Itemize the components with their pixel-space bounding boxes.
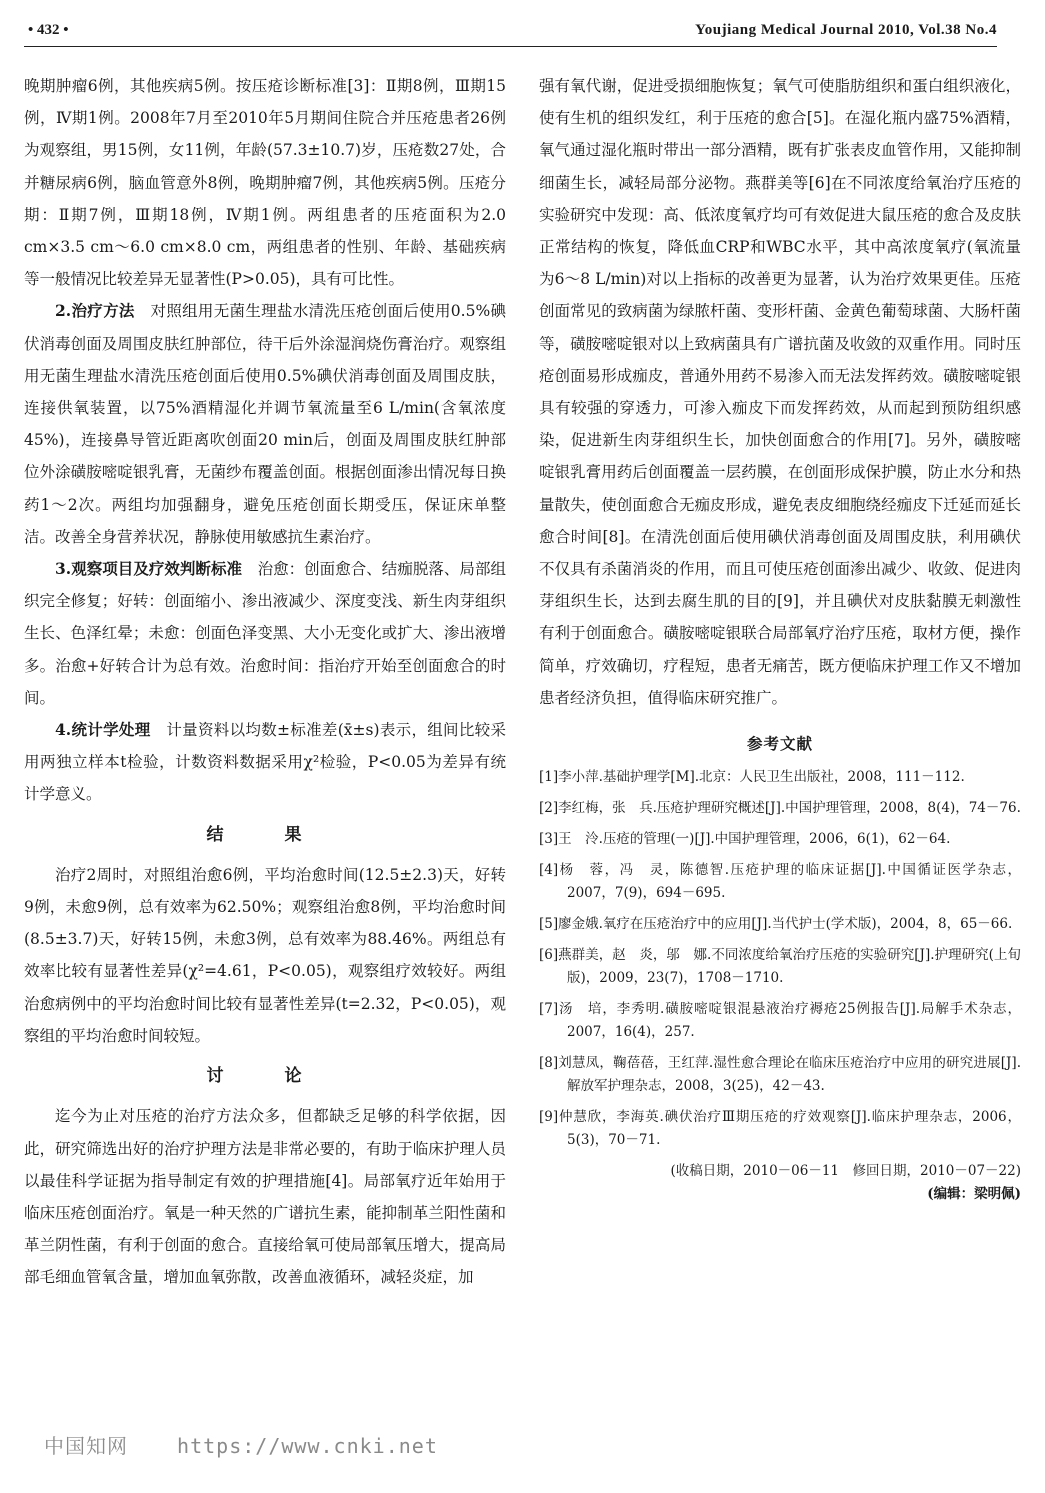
reference-item: [9]仲慧欣，李海英.碘伏治疗Ⅲ期压疮的疗效观察[J].临床护理杂志，2006，5(3)，70－71. — [539, 1109, 1021, 1149]
reference-item: [5]廖金娥.氧疗在压疮治疗中的应用[J].当代护士(学术版)，2004，8，65－66. — [539, 916, 1013, 933]
section-heading-results: 结 果 — [206, 824, 324, 845]
reference-item: [2]李红梅，张 兵.压疮护理研究概述[J].中国护理管理，2008，8(4)，74－76. — [539, 800, 1021, 817]
subheading: 4.统计学处理 — [55, 720, 151, 740]
site-name: 中国知网 — [44, 1434, 128, 1458]
subheading: 3.观察项目及疗效判断标准 — [55, 559, 243, 579]
reference-item: [3]王 泠.压疮的管理(一)[J].中国护理管理，2006，6(1)，62－64. — [539, 831, 951, 848]
site-url: https://www.cnki.net — [177, 1434, 438, 1458]
reference-item: [7]汤 培，李秀明.磺胺嘧啶银混悬液治疗褥疮25例报告[J].局解手术杂志，2007，16(4)，257. — [539, 1001, 1021, 1041]
editor-credit: (编辑：梁明佩) — [927, 1186, 1021, 1203]
right-column — [539, 70, 1021, 1206]
header-rule — [24, 46, 997, 47]
paragraph: 治疗2周时，对照组治愈6例，平均治愈时间(12.5±2.3)天，好转9例，未愈9例，总有效率为62.50%；观察组治愈8例，平均治愈时间(8.5±3.7)天，好转15例，未愈3例，总有效率为88.46%。两组总有效率比较有显著性差异(χ²=4.61，P<0.05)，观察组疗效较好。两组治愈病例中的平均治愈时间比较有显著性差异(t=2.32，P<0.05)，观察组的平均治愈时间较短。 — [24, 865, 506, 1045]
paragraph-text: 对照组用无菌生理盐水清洗压疮创面后使用0.5%碘伏消毒创面及周围皮肤红肿部位，待干后外涂湿润烧伤膏治疗。观察组用无菌生理盐水清洗压疮创面后使用0.5%碘伏消毒创面及周围皮肤，连接供氧装置，以75%酒精湿化并调节氧流量至6 L/min(含氧浓度45%)，连接鼻导管近距离吹创面20 min后，创面及周围皮肤红肿部位外涂磺胺嘧啶银乳膏，无菌纱布覆盖创面。根据创面渗出情况每日换药1～2次。两组均加强翻身，避免压疮创面长期受压，保证床单整洁。改善全身营养状况，静脉使用敏感抗生素治疗。 — [24, 302, 506, 546]
subheading: 2.治疗方法 — [55, 301, 135, 321]
paragraph — [24, 295, 506, 553]
paragraph: 迄今为止对压疮的治疗方法众多，但都缺乏足够的科学依据，因此，研究筛选出好的治疗护理方法是非常必要的，有助于临床护理人员以最佳科学证据为指导制定有效的护理措施[4]。局部氧疗近年始用于临床压疮创面治疗。氧是一种天然的广谱抗生素，能抑制革兰阳性菌和革兰阴性菌，有利于创面的愈合。直接给氧可使局部氧压增大，提高局部毛细血管氧含量，增加血氧弥散，改善血液循环，减轻炎症，加 — [24, 1107, 506, 1287]
page-header — [28, 22, 997, 46]
paragraph: 强有氧代谢，促进受损细胞恢复；氧气可使脂肪组织和蛋白组织液化，使有生机的组织发红，利于压疮的愈合[5]。在湿化瓶内盛75%酒精，氧气通过湿化瓶时带出一部分酒精，既有扩张表皮血管作用，又能抑制细菌生长，减轻局部分泌物。燕群美等[6]在不同浓度给氧治疗压疮的实验研究中发现：高、低浓度氧疗均可有效促进大鼠压疮的愈合及皮肤正常结构的恢复，降低血CRP和WBC水平，其中高浓度氧疗(氧流量为6～8 L/min)对以上指标的改善更为显著，认为治疗效果更佳。压疮创面常见的致病菌为绿脓杆菌、变形杆菌、金黄色葡萄球菌、大肠杆菌等，磺胺嘧啶银对以上致病菌具有广谱抗菌及收敛的双重作用。同时压疮创面易形成痂皮，普通外用药不易渗入而无法发挥药效。磺胺嘧啶银具有较强的穿透力，可渗入痂皮下而发挥药效，从而起到预防组织感染，促进新生肉芽组织生长，加快创面愈合的作用[7]。另外，磺胺嘧啶银乳膏用药后创面覆盖一层药膜，在创面形成保护膜，防止水分和热量散失，使创面愈合无痂皮形成，避免表皮细胞绕经痂皮下迁延而延长愈合时间[8]。在清洗创面后使用碘伏消毒创面及周围皮肤，利用碘伏不仅具有杀菌消炎的作用，而且可使压疮创面渗出减少、收敛、促进肉芽组织生长，达到去腐生肌的目的[9]，并且碘伏对皮肤黏膜无刺激性有利于创面愈合。磺胺嘧啶银联合局部氧疗治疗压疮，取材方便，操作简单，疗效确切，疗程短，患者无痛苦，既方便临床护理工作又不增加患者经济负担，值得临床研究推广。 — [539, 77, 1021, 707]
reference-item: [4]杨 蓉，冯 灵，陈德智.压疮护理的临床证据[J].中国循证医学杂志，2007，7(9)，694－695. — [539, 862, 1021, 902]
page-number: • 432 • — [28, 22, 69, 38]
paragraph-text: 治愈：创面愈合、结痂脱落、局部组织完全修复；好转：创面缩小、渗出液减少、深度变浅、新生肉芽组织生长、色泽红晕；未愈：创面色泽变黑、大小无变化或扩大、渗出液增多。治愈+好转合计为总有效。治愈时间：指治疗开始至创面愈合的时间。 — [24, 560, 506, 707]
paragraph: 晚期肿瘤6例，其他疾病5例。按压疮诊断标准[3]：Ⅱ期8例，Ⅲ期15例，Ⅳ期1例。2008年7月至2010年5月期间住院合并压疮患者26例为观察组，男15例，女11例，年龄(57.3±10.7)岁，压疮数27处，合并糖尿病6例，脑血管意外8例，晚期肿瘤7例，其他疾病5例。压疮分期：Ⅱ期7例，Ⅲ期18例，Ⅳ期1例。两组患者的压疮面积为2.0 cm×3.5 cm～6.0 cm×8.0 cm，两组患者的性别、年龄、基础疾病等一般情况比较差异无显著性(P>0.05)，具有可比性。 — [24, 77, 506, 289]
section-heading-discussion: 讨 论 — [206, 1066, 324, 1087]
journal-title: Youjiang Medical Journal 2010, Vol.38 No.4 — [695, 22, 997, 38]
paragraph — [24, 553, 506, 714]
reference-item: [1]李小萍.基础护理学[M].北京：人民卫生出版社，2008，111－112. — [539, 769, 965, 786]
reference-item: [6]燕群美，赵 炎，邬 娜.不同浓度给氧治疗压疮的实验研究[J].护理研究(上旬版)，2009，23(7)，1708－1710. — [539, 947, 1021, 987]
references-heading: 参考文献 — [746, 734, 813, 754]
paragraph-text: 计量资料以均数±标准差(x̄±s)表示，组间比较采用两独立样本t检验，计数资料数据采用χ²检验，P<0.05为差异有统计学意义。 — [24, 721, 506, 804]
left-column — [24, 70, 506, 1294]
paragraph — [24, 714, 506, 811]
received-dates: (收稿日期，2010－06－11 修回日期，2010－07－22) — [670, 1163, 1021, 1180]
reference-item: [8]刘慧凤，鞠蓓蓓，王红萍.湿性愈合理论在临床压疮治疗中应用的研究进展[J].解放军护理杂志，2008，3(25)，42－43. — [539, 1055, 1021, 1095]
watermark-footer — [44, 1430, 438, 1459]
